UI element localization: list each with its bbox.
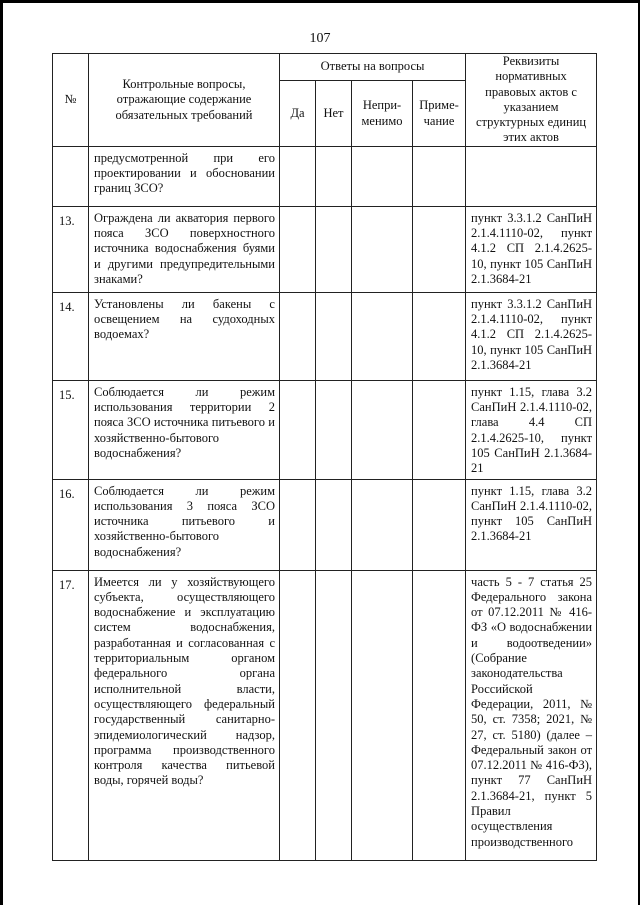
row-number: 14.	[53, 292, 89, 380]
answer-no-cell[interactable]	[316, 146, 352, 206]
answer-note-cell[interactable]	[413, 292, 466, 380]
row-number: 15.	[53, 380, 89, 479]
row-question: Соблюдается ли режим использования территории 2 пояса ЗСО источника питьевого и хозяйственно-бытового водоснабжения?	[89, 380, 280, 479]
header-yes: Да	[280, 81, 316, 147]
header-answers: Ответы на вопросы	[280, 54, 466, 81]
scan-border-top	[0, 0, 640, 3]
row-reference: пункт 1.15, глава 3.2 СанПиН 2.1.4.1110-02, глава 4.4 СП 2.1.4.2625-10, пункт 105 СанПиН 2.1.3684-21	[466, 380, 597, 479]
answer-not-applicable-cell[interactable]	[352, 479, 413, 570]
answer-not-applicable-cell[interactable]	[352, 206, 413, 292]
row-number	[53, 146, 89, 206]
scan-border-left	[0, 0, 3, 905]
answer-note-cell[interactable]	[413, 146, 466, 206]
answer-yes-cell[interactable]	[280, 380, 316, 479]
answer-not-applicable-cell[interactable]	[352, 570, 413, 860]
row-reference: часть 5 - 7 статья 25 Федерального закона от 07.12.2011 № 416-ФЗ «О водоснабжении и водоотведении» (Собрание законодательства Российской Федерации, 2011, № 50, ст. 7358; 2021, № 27, ст. 5180) (далее – Федеральный закон от 07.12.2011 № 416-ФЗ), пункт 77 СанПиН 2.1.3684-21, пункт 5 Правил осуществления производственного	[466, 570, 597, 860]
checklist-table	[52, 53, 597, 861]
header-questions: Контрольные вопросы, отражающие содержание обязательных требований	[89, 54, 280, 147]
answer-note-cell[interactable]	[413, 206, 466, 292]
row-question: Имеется ли у хозяйствующего субъекта, осуществляющего водоснабжение и эксплуатацию систем водоснабжения, разработанная и согласованная с территориальным органом федерального органа исполнительной власти, осуществляющего федеральный государственный санитарно-эпидемиологический надзор, программа производственного контроля качества питьевой воды, горячей воды?	[89, 570, 280, 860]
answer-not-applicable-cell[interactable]	[352, 292, 413, 380]
answer-note-cell[interactable]	[413, 380, 466, 479]
answer-no-cell[interactable]	[316, 570, 352, 860]
row-reference	[466, 146, 597, 206]
row-reference: пункт 3.3.1.2 СанПиН 2.1.4.1110-02, пункт 4.1.2 СП 2.1.4.2625-10, пункт 105 СанПиН 2.1.3684-21	[466, 206, 597, 292]
row-question: предусмотренной при его проектировании и обосновании границ ЗСО?	[89, 146, 280, 206]
answer-no-cell[interactable]	[316, 206, 352, 292]
answer-note-cell[interactable]	[413, 570, 466, 860]
answer-yes-cell[interactable]	[280, 146, 316, 206]
answer-yes-cell[interactable]	[280, 206, 316, 292]
answer-yes-cell[interactable]	[280, 570, 316, 860]
page-number: 107	[309, 31, 331, 46]
answer-no-cell[interactable]	[316, 380, 352, 479]
row-number: 13.	[53, 206, 89, 292]
table-row	[53, 479, 597, 570]
header-no: Нет	[316, 81, 352, 147]
row-question: Соблюдается ли режим использования 3 пояса ЗСО источника питьевого и хозяйственно-бытового водоснабжения?	[89, 479, 280, 570]
answer-yes-cell[interactable]	[280, 292, 316, 380]
header-not-applicable: Непри-менимо	[352, 81, 413, 147]
table-row	[53, 380, 597, 479]
answer-no-cell[interactable]	[316, 292, 352, 380]
table-row	[53, 292, 597, 380]
answer-not-applicable-cell[interactable]	[352, 146, 413, 206]
row-number: 17.	[53, 570, 89, 860]
answer-not-applicable-cell[interactable]	[352, 380, 413, 479]
row-question: Установлены ли бакены с освещением на судоходных водоемах?	[89, 292, 280, 380]
header-note: Приме-чание	[413, 81, 466, 147]
answer-yes-cell[interactable]	[280, 479, 316, 570]
row-question: Ограждена ли акватория первого пояса ЗСО поверхностного источника водоснабжения буями и другими предупредительными знаками?	[89, 206, 280, 292]
table-row	[53, 570, 597, 860]
row-reference: пункт 3.3.1.2 СанПиН 2.1.4.1110-02, пункт 4.1.2 СП 2.1.4.2625-10, пункт 105 СанПиН 2.1.3684-21	[466, 292, 597, 380]
table-row	[53, 146, 597, 206]
header-requisites: Реквизиты нормативных правовых актов с указанием структурных единиц этих актов	[466, 54, 597, 147]
answer-no-cell[interactable]	[316, 479, 352, 570]
table-row	[53, 206, 597, 292]
header-number: №	[53, 54, 89, 147]
row-reference: пункт 1.15, глава 3.2 СанПиН 2.1.4.1110-02, пункт 105 СанПиН 2.1.3684-21	[466, 479, 597, 570]
row-number: 16.	[53, 479, 89, 570]
answer-note-cell[interactable]	[413, 479, 466, 570]
